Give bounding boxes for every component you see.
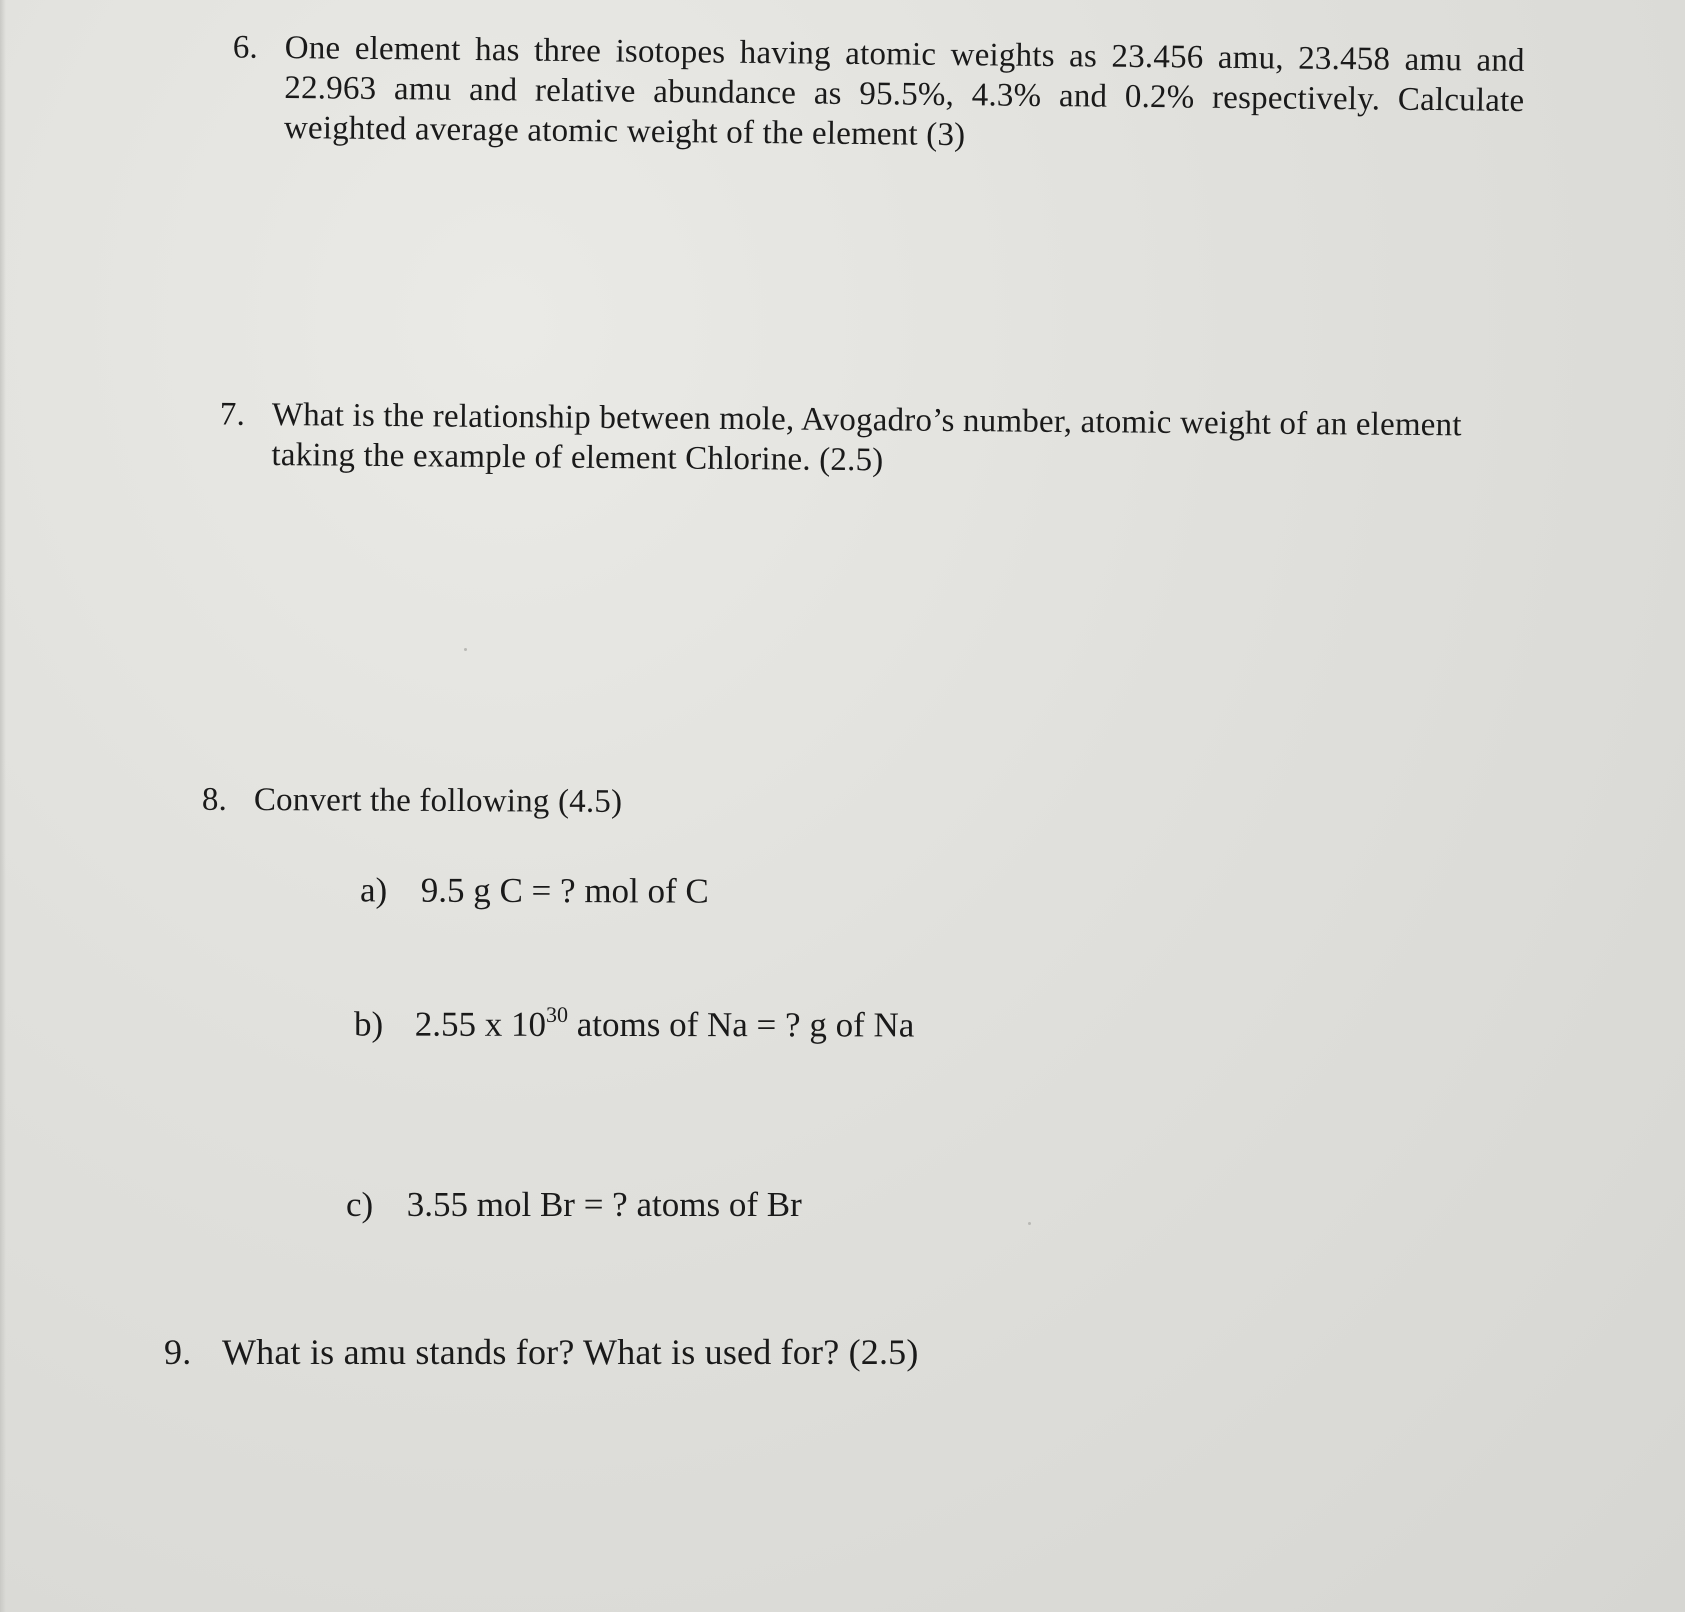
question-6 — [232, 28, 1525, 161]
part-label: c) — [346, 1185, 374, 1224]
question-8-part-c — [346, 1184, 802, 1226]
part-text: 3.55 mol Br = ? atoms of Br — [406, 1185, 802, 1224]
question-text: What is the relationship between mole, Avogadro’s number, atomic weight of an element taking the example of element Chlorine. (2.5) — [271, 396, 1462, 479]
question-number: 6. — [232, 29, 259, 66]
part-label: b) — [353, 1004, 384, 1044]
question-number: 8. — [201, 781, 228, 818]
question-8-part-a — [360, 869, 709, 912]
part-exponent: 30 — [545, 1001, 569, 1027]
question-number: 7. — [219, 396, 246, 433]
paper-speck — [1028, 1222, 1031, 1225]
question-text: One element has three isotopes having atomic weights as 23.456 amu, 23.458 amu and 22.963 amu and relative abundance as 95.5%, 4.3% and 0.2% respectively. Calculate weighted average atomic weight of the element (3) — [283, 29, 1525, 154]
part-text-before: 2.55 x 10 — [414, 1004, 547, 1044]
question-number: 9. — [164, 1332, 192, 1372]
question-9 — [164, 1332, 1122, 1372]
question-8 — [201, 780, 954, 824]
part-label: a) — [359, 870, 388, 910]
paper-speck — [464, 648, 467, 651]
question-text: What is amu stands for? What is used for? (2.5) — [222, 1332, 919, 1372]
question-7 — [219, 395, 1532, 486]
question-text: Convert the following (4.5) — [253, 782, 623, 820]
question-8-part-b — [353, 1001, 915, 1047]
part-text-after: atoms of Na = ? g of Na — [567, 1004, 915, 1045]
part-text: 9.5 g C = ? mol of C — [420, 870, 709, 911]
